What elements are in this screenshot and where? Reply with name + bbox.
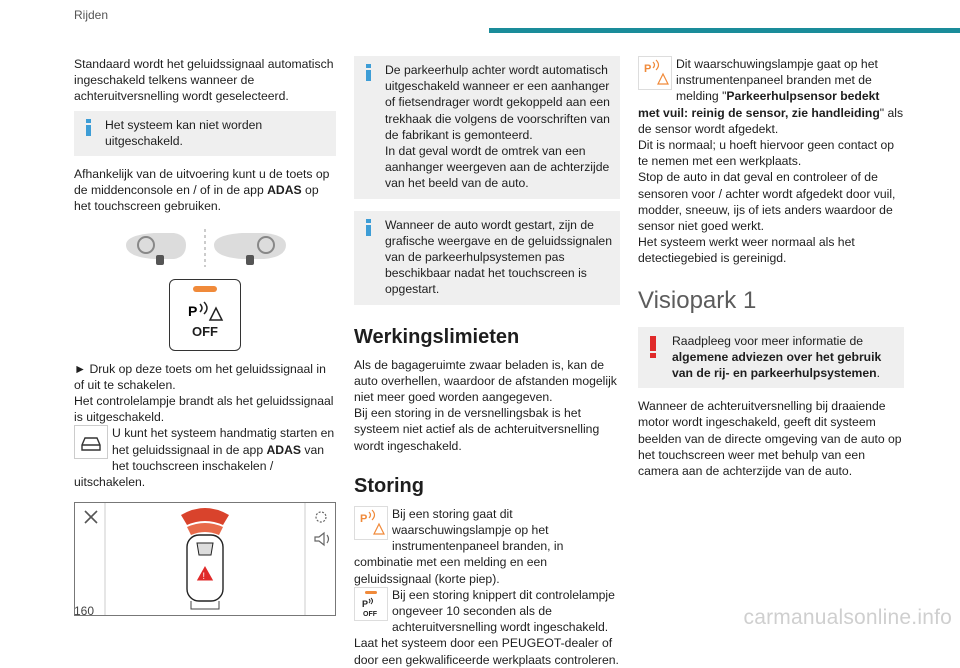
- console-button-diagram: [74, 227, 336, 271]
- paragraph: Als de bagageruimte zwaar beladen is, kan de auto overhellen, waardoor de afstanden mogelijk niet meer goed worden aangegeven.: [354, 357, 617, 405]
- fault-paragraph: P Bij een storing gaat dit waarschuwingslampje op het instrumentenpaneel branden, in combinatie met een melding en een geluidssignaal (korte piep).: [354, 506, 564, 586]
- section-heading: Werkingslimieten: [354, 325, 520, 348]
- paragraph: Wanneer de achteruitversnelling bij draaiende motor wordt ingeschakeld, geeft dit systeem beelden van de directe omgeving van de auto op het touchscreen weer met behulp van een camera aan de achterzijde van de auto.: [638, 399, 902, 479]
- svg-text:P: P: [188, 302, 198, 319]
- paragraph: Het controlelampje brandt als het geluidssignaal is uitgeschakeld.: [74, 394, 334, 425]
- header-title: Rijden: [74, 8, 109, 22]
- paragraph: Standaard wordt het geluidssignaal automatisch ingeschakeld telkens wanneer de achteruitversnelling wordt geselecteerd.: [74, 57, 334, 104]
- info-icon: [366, 219, 372, 237]
- paragraph: Afhankelijk van de uitvoering kunt u de toets op de middenconsole en / of in de app ADAS op het touchscreen gebruiken.: [74, 167, 330, 214]
- paragraph: Dit is normaal; u hoeft hiervoor geen contact op te nemen met een werkplaats.: [638, 138, 895, 169]
- touchscreen-illustration: [74, 502, 336, 616]
- app-paragraph: U kunt het systeem handmatig starten en het geluidssignaal in de app ADAS van het touchscreen inschakelen / uitschakelen.: [74, 426, 335, 490]
- info-icon: [86, 119, 92, 137]
- header-accent-bar: [489, 28, 960, 33]
- info-icon: [366, 64, 372, 82]
- car-app-icon: [74, 425, 108, 459]
- section-heading: Storing: [354, 474, 424, 497]
- paragraph: Laat het systeem door een PEUGEOT-dealer of door een gekwalificeerde werkplaats controleren.: [354, 636, 619, 667]
- column-2: [354, 56, 620, 668]
- park-sensor-warning-icon: [638, 56, 672, 90]
- warning-icon: [650, 336, 657, 358]
- paragraph: Stop de auto in dat geval en controleer of de sensoren voor / achter wordt afgedekt door vuil, modder, sneeuw, ijs of iets anders waardoor de sensor niet goed werkt.: [638, 170, 896, 234]
- paragraph: Het systeem werkt weer normaal als het detectiegebied is gereinigd.: [638, 235, 855, 266]
- fault-paragraph: P OFF Bij een storing knippert dit controlelampje ongeveer 10 seconden als de achteruitversnelling wordt ingeschakeld.: [354, 587, 620, 636]
- off-label: OFF: [192, 323, 218, 339]
- svg-text:P: P: [360, 512, 368, 525]
- info-note: De parkeerhulp achter wordt automatisch uitgeschakeld wanneer er een aanhanger of fietsendrager wordt gekoppeld aan een trekhaak die volgens de voorschriften van de fabrikant is gemonteerd. In dat geval wordt de omtrek van een aanhanger weergeven aan de achterzijde van het beeld van de auto.: [354, 56, 620, 199]
- touchscreen-graphic: [75, 503, 335, 615]
- svg-text:!: !: [202, 571, 206, 582]
- info-note: Het systeem kan niet worden uitgeschakeld.: [74, 111, 336, 156]
- paragraph: Bij een storing in de versnellingsbak is het systeem niet actief als de achteruitversnelling wordt ingeschakeld.: [354, 406, 600, 453]
- parking-sensor-icons: [74, 227, 336, 271]
- svg-text:OFF: OFF: [363, 610, 377, 618]
- section-heading: Visiopark 1: [638, 286, 757, 314]
- park-sensor-off-icon: [354, 587, 388, 621]
- park-sensor-off-button-illustration: [169, 279, 241, 351]
- sensor-dirty-paragraph: P Dit waarschuwingslampje gaat op het instrumentenpaneel branden met de melding "Parkeerhulpsensor bedekt met vuil: reinig de sensor, zie handleiding" als de sensor wordt afgedekt.: [638, 57, 904, 136]
- park-sensor-icon: [170, 292, 240, 352]
- paragraph: ► Druk op deze toets om het geluidssignaal in of uit te schakelen.: [74, 361, 326, 392]
- page-number: 160: [74, 604, 95, 618]
- svg-text:P: P: [644, 63, 652, 75]
- svg-text:P: P: [362, 598, 369, 609]
- column-1: [74, 56, 336, 616]
- info-note: Wanneer de auto wordt gestart, zijn de grafische weergave en de geluidssignalen van de parkeerhulpsystemen pas beschikbaar nadat het touchscreen is opgestart.: [354, 211, 620, 305]
- column-3: [638, 56, 904, 479]
- watermark: carmanualsonline.info: [743, 606, 952, 629]
- warning-note: Raadpleeg voor meer informatie de algemene adviezen over het gebruik van de rij- en parkeerhulpsystemen.: [638, 327, 904, 389]
- park-sensor-warning-icon: [354, 506, 388, 540]
